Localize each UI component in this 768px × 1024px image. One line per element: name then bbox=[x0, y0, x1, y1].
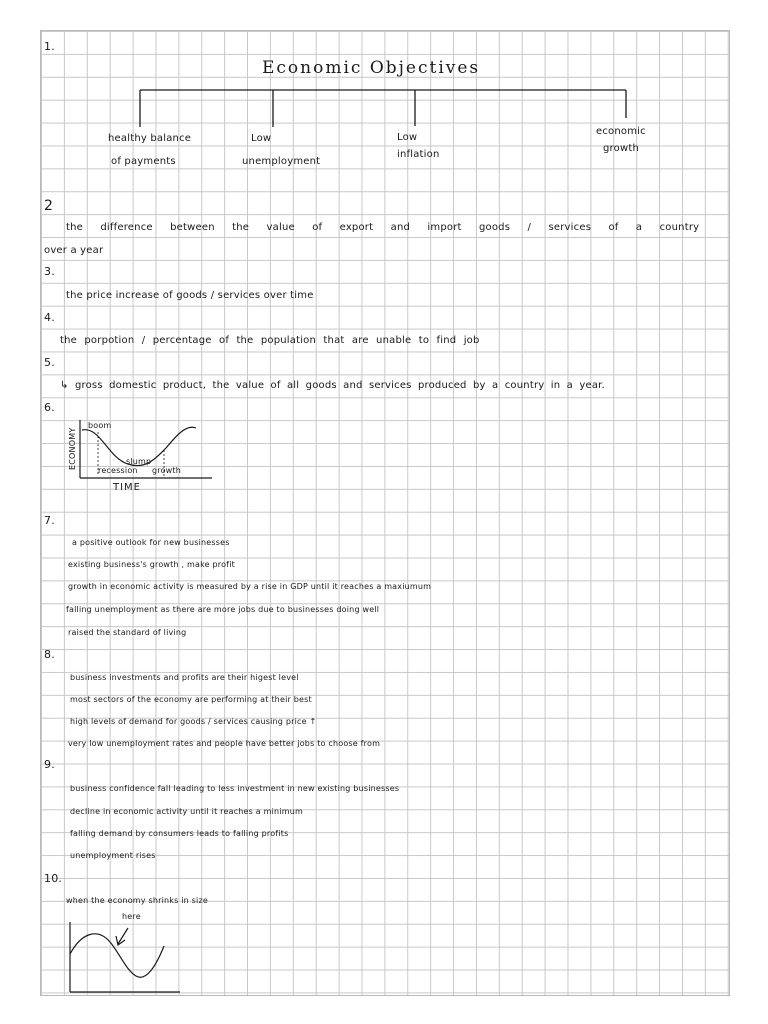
question-number-7: 7. bbox=[44, 514, 55, 527]
branch-label-3a: Low bbox=[397, 132, 418, 143]
question-number-1: 1. bbox=[44, 40, 55, 53]
answer-8-line-3: high levels of demand for goods / services causing price ↑ bbox=[70, 717, 317, 726]
answer-9-line-2: decline in economic activity until it reaches a minimum bbox=[70, 807, 303, 816]
branch-label-4a: economic bbox=[596, 126, 646, 137]
contraction-sketch bbox=[62, 918, 192, 998]
answer-7-line-5: raised the standard of living bbox=[68, 628, 187, 637]
annotation-here: here bbox=[122, 912, 141, 921]
question-number-8: 8. bbox=[44, 648, 55, 661]
answer-7-line-2: existing business's growth , make profit bbox=[68, 560, 235, 569]
label-boom: boom bbox=[88, 421, 112, 430]
label-slump: slump bbox=[126, 457, 152, 466]
answer-7-line-4: falling unemployment as there are more jobs due to businesses doing well bbox=[66, 605, 380, 614]
answer-7-line-3: growth in economic activity is measured by a rise in GDP until it reaches a maxiumum bbox=[68, 582, 432, 591]
mindmap-title: Economic Objectives bbox=[262, 58, 481, 78]
branch-label-1b: of payments bbox=[111, 156, 176, 167]
branch-label-3b: inflation bbox=[397, 149, 440, 160]
question-number-6: 6. bbox=[44, 401, 55, 414]
mindmap-branches bbox=[0, 0, 768, 200]
label-growth: growth bbox=[152, 466, 182, 475]
answer-9-line-4: unemployment rises bbox=[70, 851, 156, 860]
question-number-3: 3. bbox=[44, 265, 55, 278]
question-number-9: 9. bbox=[44, 758, 55, 771]
branch-label-1a: healthy balance bbox=[108, 133, 192, 144]
branch-label-2b: unemployment bbox=[242, 156, 321, 167]
question-number-10: 10. bbox=[44, 872, 63, 885]
answer-2-line-2: over a year bbox=[44, 245, 104, 256]
axis-label-economy: ECONOMY bbox=[68, 427, 77, 470]
answer-4: the porpotion / percentage of the population that are unable to find job bbox=[60, 335, 480, 346]
answer-9-line-1: business confidence fall leading to less investment in new existing businesses bbox=[70, 784, 400, 793]
answer-8-line-1: business investments and profits are their higest level bbox=[70, 673, 299, 682]
branch-label-2a: Low bbox=[251, 133, 272, 144]
answer-5: ↳ gross domestic product, the value of all goods and services produced by a country in a year. bbox=[60, 380, 605, 391]
question-number-4: 4. bbox=[44, 311, 55, 324]
answer-8-line-4: very low unemployment rates and people have better jobs to choose from bbox=[68, 739, 381, 748]
question-number-2: 2 bbox=[44, 198, 54, 214]
answer-7-line-1: a positive outlook for new businesses bbox=[72, 538, 230, 547]
label-recession: recession bbox=[98, 466, 138, 475]
axis-label-time: TIME bbox=[113, 482, 142, 493]
answer-10: when the economy shrinks in size bbox=[66, 896, 208, 905]
answer-3: the price increase of goods / services over time bbox=[66, 290, 314, 301]
answer-2-line-1: the difference between the value of export and import goods / services of a country bbox=[66, 222, 700, 233]
branch-label-4b: growth bbox=[603, 143, 639, 154]
answer-8-line-2: most sectors of the economy are performing at their best bbox=[70, 695, 312, 704]
answer-9-line-3: falling demand by consumers leads to falling profits bbox=[70, 829, 289, 838]
question-number-5: 5. bbox=[44, 356, 55, 369]
